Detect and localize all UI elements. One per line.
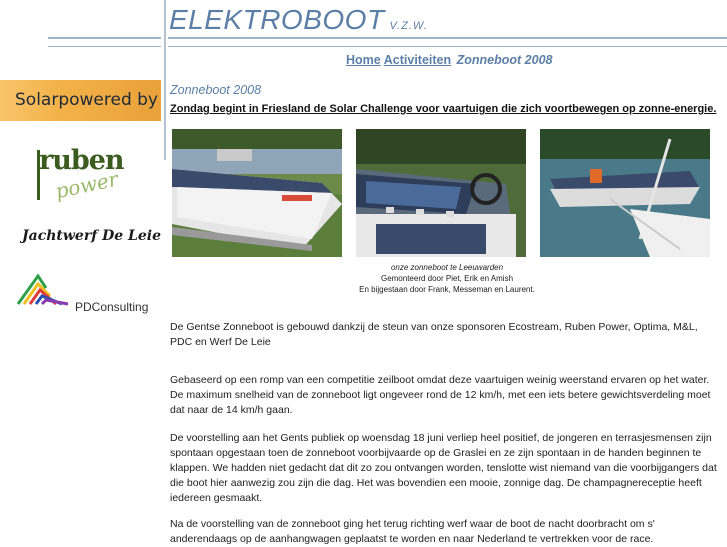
header-rule-right-top [168,37,727,39]
caption-line-1: Gemonteerd door Piet, Erik en Amish [380,274,514,283]
solar-banner-text: Solarpowered by [15,90,158,110]
photo-boat-on-water[interactable] [540,129,710,257]
paragraph-departure: Na de voorstelling van de zonneboot ging het terug richting werf waar de boot de nacht doorbracht om s' anderendaags op de aanhangwagen geplaatst te worden en naar Nederland te vertrekken voor de race. [170,518,655,545]
solar-banner [0,80,161,121]
site-title [169,4,428,36]
header-rule-left-bottom [48,46,161,47]
site-name: ELEKTROBOOT [169,4,385,35]
photo-caption [340,262,554,295]
breadcrumb [346,53,552,67]
intro-text: Zondag begint in Friesland de Solar Challenge voor vaartuigen die zich voortbewegen op zonne-energie. [170,103,717,115]
caption-line-2: En bijgestaan door Frank, Messeman en Laurent. [359,285,535,294]
header-rule-left-top [48,37,161,39]
header-rule-right-bottom [168,46,727,47]
sidebar-divider [164,0,166,160]
paragraph-sponsors: De Gentse Zonneboot is gebouwd dankzij de steun van onze sponsoren Ecostream, Ruben Power, Optima, M&L, PDC en Werf De Leie [170,321,698,348]
paragraph-presentation: De voorstelling aan het Gents publiek op woensdag 18 juni verliep heel positief, de jongeren en terrasjesmensen zijn spontaan opgestaan toen de zonneboot voorbijvaarde op de Graslei en ze zijn spontaan in de handen beginnen te klappen. We hadden niet gedacht dat dit zo zou ontvangen worden, tenslotte wist niemand van die voorbijgangers dat die boot hier aanwezig zou zijn die dag. Het was bovendien een mooie, zonnige dag. De champagnereceptie heeft iedereen gesmaakt. [170,432,717,504]
photo-cockpit-solar-panels[interactable] [356,129,526,257]
pdconsulting-label: PDConsulting [75,300,149,314]
photo-boat-on-trailer[interactable] [172,129,342,257]
nav-activiteiten-link[interactable]: Activiteiten [383,53,452,67]
ruben-power-logo[interactable] [37,145,127,207]
page-title: Zonneboot 2008 [170,83,262,97]
pdconsulting-logo-icon[interactable] [16,272,70,306]
nav-home-link[interactable]: Home [346,53,381,67]
ruben-logo-sub: power [53,166,121,204]
nav-current-page: Zonneboot 2008 [456,53,553,67]
caption-title: onze zonneboot te Leeuwarden [390,263,504,272]
paragraph-hull: Gebaseerd op een romp van een competitie zeilboot omdat deze vaartuigen weinig weerstand ervaren op het water. De maximum snelheid van de zonneboot ligt ongeveer rond de 12 km/h, met een iets betere gewichtsverdeling moet dat naar de 14 km/h gaan. [170,374,711,416]
site-suffix: V.Z.W. [389,20,428,32]
jachtwerf-logo[interactable]: Jachtwerf De Leie [22,228,161,244]
ruben-logo-main: ruben [39,145,124,176]
